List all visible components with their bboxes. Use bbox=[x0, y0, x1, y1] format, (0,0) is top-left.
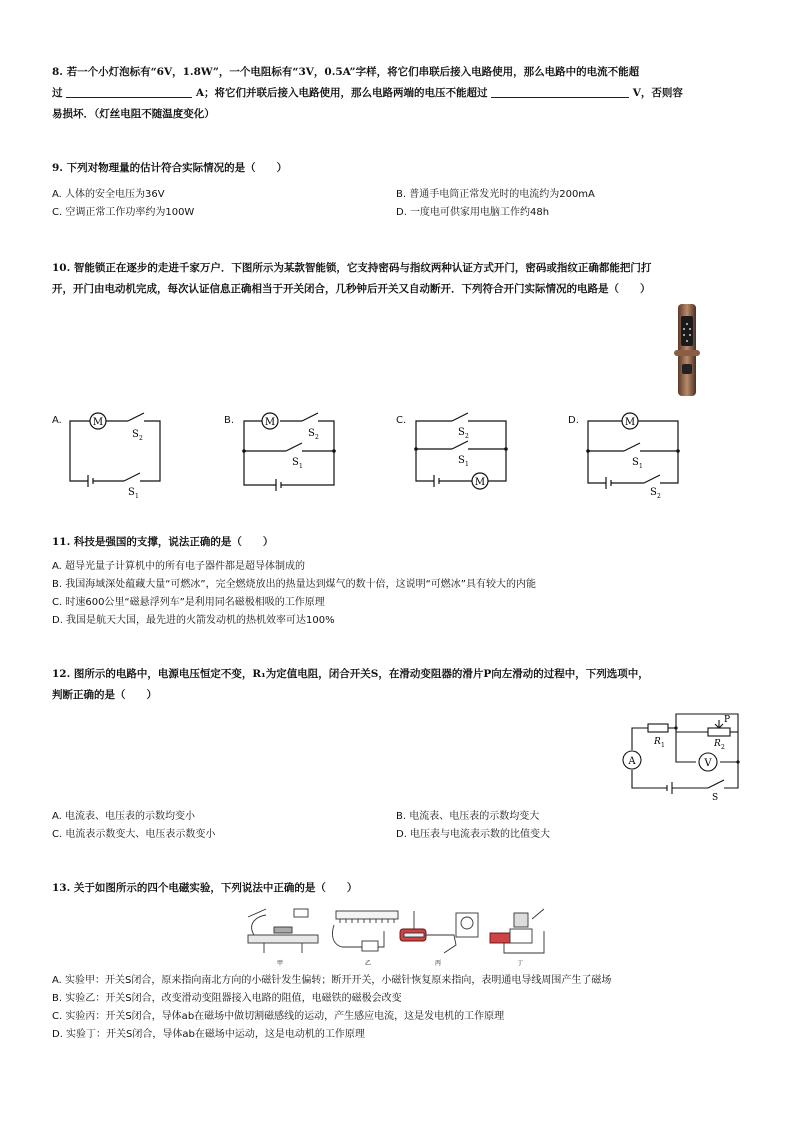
smart-lock-image bbox=[672, 302, 704, 398]
motor-c: M bbox=[474, 477, 486, 488]
question-12 bbox=[52, 664, 742, 706]
q10-line1: 10. 智能锁正在逐步的走进千家万户．下图所示为某款智能锁，它支持密码与指纹两种认证方式开门，密码或指纹正确都能把门打 bbox=[52, 262, 652, 274]
question-9-stem: 9. 下列对物理量的估计符合实际情况的是（ ） bbox=[52, 162, 288, 174]
q12-line1: 12. 图所示的电路中，电源电压恒定不变，R₁为定值电阻，闭合开关S，在滑动变阻器的滑片P向左滑动的过程中，下列选项中， bbox=[52, 668, 649, 680]
resistor-r2: R bbox=[714, 739, 721, 749]
svg-text:2: 2 bbox=[721, 744, 725, 751]
resistor-r1: R bbox=[654, 737, 661, 747]
fig-label-bing: 丙 bbox=[434, 960, 442, 967]
svg-text:2: 2 bbox=[465, 433, 469, 440]
svg-text:1: 1 bbox=[465, 461, 469, 468]
q9-option-b[interactable]: B. 普通手电筒正常发光时的电流约为200mA bbox=[396, 189, 595, 200]
switch-b-s1: S bbox=[292, 457, 299, 468]
q12-option-c[interactable]: C. 电流表示数变大、电压表示数变小 bbox=[52, 829, 216, 840]
q13-option-c[interactable]: C. 实验丙：开关S闭合，导体ab在磁场中做切割磁感线的运动，产生感应电流，这是发电机的工作原理 bbox=[52, 1011, 505, 1022]
q10-label-b[interactable]: B. bbox=[224, 415, 235, 426]
q10-circuit-d bbox=[580, 405, 690, 500]
switch-c-s2: S bbox=[458, 427, 465, 438]
q11-option-a[interactable]: A. 超导光量子计算机中的所有电子器件都是超导体制成的 bbox=[52, 561, 306, 572]
switch-s: S bbox=[712, 793, 719, 803]
fig-label-yi: 乙 bbox=[364, 960, 372, 967]
switch-a-s2: S bbox=[132, 429, 139, 440]
fig-label-ding: 丁 bbox=[516, 960, 524, 967]
q11-option-b[interactable]: B. 我国海域深处蕴藏大量“可燃冰”，完全燃烧放出的热量达到煤气的数十倍，这说明“可燃冰”具有较大的内能 bbox=[52, 579, 536, 590]
question-8 bbox=[52, 62, 742, 125]
svg-text:2: 2 bbox=[315, 434, 319, 441]
q9-option-a[interactable]: A. 人体的安全电压为36V bbox=[52, 189, 165, 200]
motor-d: M bbox=[624, 417, 636, 428]
switch-c-s1: S bbox=[458, 455, 465, 466]
q10-label-d[interactable]: D. bbox=[568, 415, 579, 426]
q12-option-d[interactable]: D. 电压表与电流表示数的比值变大 bbox=[396, 829, 551, 840]
q12-line2: 判断正确的是（ ） bbox=[52, 689, 157, 701]
svg-text:1: 1 bbox=[661, 742, 665, 749]
q10-circuit-b bbox=[236, 405, 346, 497]
svg-text:1: 1 bbox=[299, 463, 303, 470]
q8-line3: 易损坏．（灯丝电阻不随温度变化） bbox=[52, 108, 215, 120]
question-10 bbox=[52, 258, 742, 300]
q10-label-c[interactable]: C. bbox=[396, 415, 407, 426]
q11-option-d[interactable]: D. 我国是航天大国，最先进的火箭发动机的热机效率可达100% bbox=[52, 615, 335, 626]
q8-blank-voltage[interactable] bbox=[491, 85, 629, 98]
switch-a-s1: S bbox=[128, 487, 135, 498]
q10-circuit-c bbox=[408, 405, 518, 497]
ammeter: A bbox=[628, 756, 636, 767]
switch-b-s2: S bbox=[308, 428, 315, 439]
q8-line1: 8. 若一个小灯泡标有“6V，1.8W”，一个电阻标有“3V，0.5A”字样，将它们串联后接入电路使用，那么电路中的电流不能超 bbox=[52, 66, 640, 78]
voltmeter: V bbox=[704, 758, 712, 769]
q10-line2: 开，开门由电动机完成，每次认证信息正确相当于开关闭合，几秒钟后开关又自动断开．下列符合开门实际情况的电路是（ ） bbox=[52, 283, 651, 295]
question-13-stem: 13. 关于如图所示的四个电磁实验，下列说法中正确的是（ ） bbox=[52, 882, 358, 894]
q12-circuit-diagram bbox=[618, 706, 750, 803]
svg-text:1: 1 bbox=[135, 493, 139, 500]
svg-text:2: 2 bbox=[657, 493, 661, 500]
q10-circuit-a bbox=[62, 405, 172, 500]
q9-option-d[interactable]: D. 一度电可供家用电脑工作约48h bbox=[396, 207, 550, 218]
slider-p: P bbox=[724, 715, 731, 725]
q13-option-d[interactable]: D. 实验丁：开关S闭合，导体ab在磁场中运动，这是电动机的工作原理 bbox=[52, 1029, 365, 1040]
q10-label-a[interactable]: A. bbox=[52, 415, 62, 426]
switch-d-s2: S bbox=[650, 487, 657, 498]
q13-experiment-figures bbox=[244, 905, 554, 967]
q12-option-b[interactable]: B. 电流表、电压表的示数均变大 bbox=[396, 811, 540, 822]
q9-option-c[interactable]: C. 空调正常工作功率约为100W bbox=[52, 207, 195, 218]
q8-line2: 过 A；将它们并联后接入电路使用，那么电路两端的电压不能超过 V，否则容 bbox=[52, 87, 683, 99]
svg-text:1: 1 bbox=[639, 463, 643, 470]
q12-option-a[interactable]: A. 电流表、电压表的示数均变小 bbox=[52, 811, 196, 822]
fig-label-jia: 甲 bbox=[276, 960, 284, 967]
q8-blank-current[interactable] bbox=[66, 85, 192, 98]
motor-a: M bbox=[92, 417, 104, 428]
motor-b: M bbox=[264, 417, 276, 428]
question-11-stem: 11. 科技是强国的支撑，说法正确的是（ ） bbox=[52, 536, 274, 548]
q11-option-c[interactable]: C. 时速600公里“磁悬浮列车”是利用同名磁极相吸的工作原理 bbox=[52, 597, 325, 608]
switch-d-s1: S bbox=[632, 457, 639, 468]
q13-option-b[interactable]: B. 实验乙：开关S闭合，改变滑动变阻器接入电路的阻值，电磁铁的磁极会改变 bbox=[52, 993, 402, 1004]
svg-text:2: 2 bbox=[139, 435, 143, 442]
q13-option-a[interactable]: A. 实验甲：开关S闭合，原来指向南北方向的小磁针发生偏转；断开开关，小磁针恢复原来指向，表明通电导线周围产生了磁场 bbox=[52, 975, 612, 986]
